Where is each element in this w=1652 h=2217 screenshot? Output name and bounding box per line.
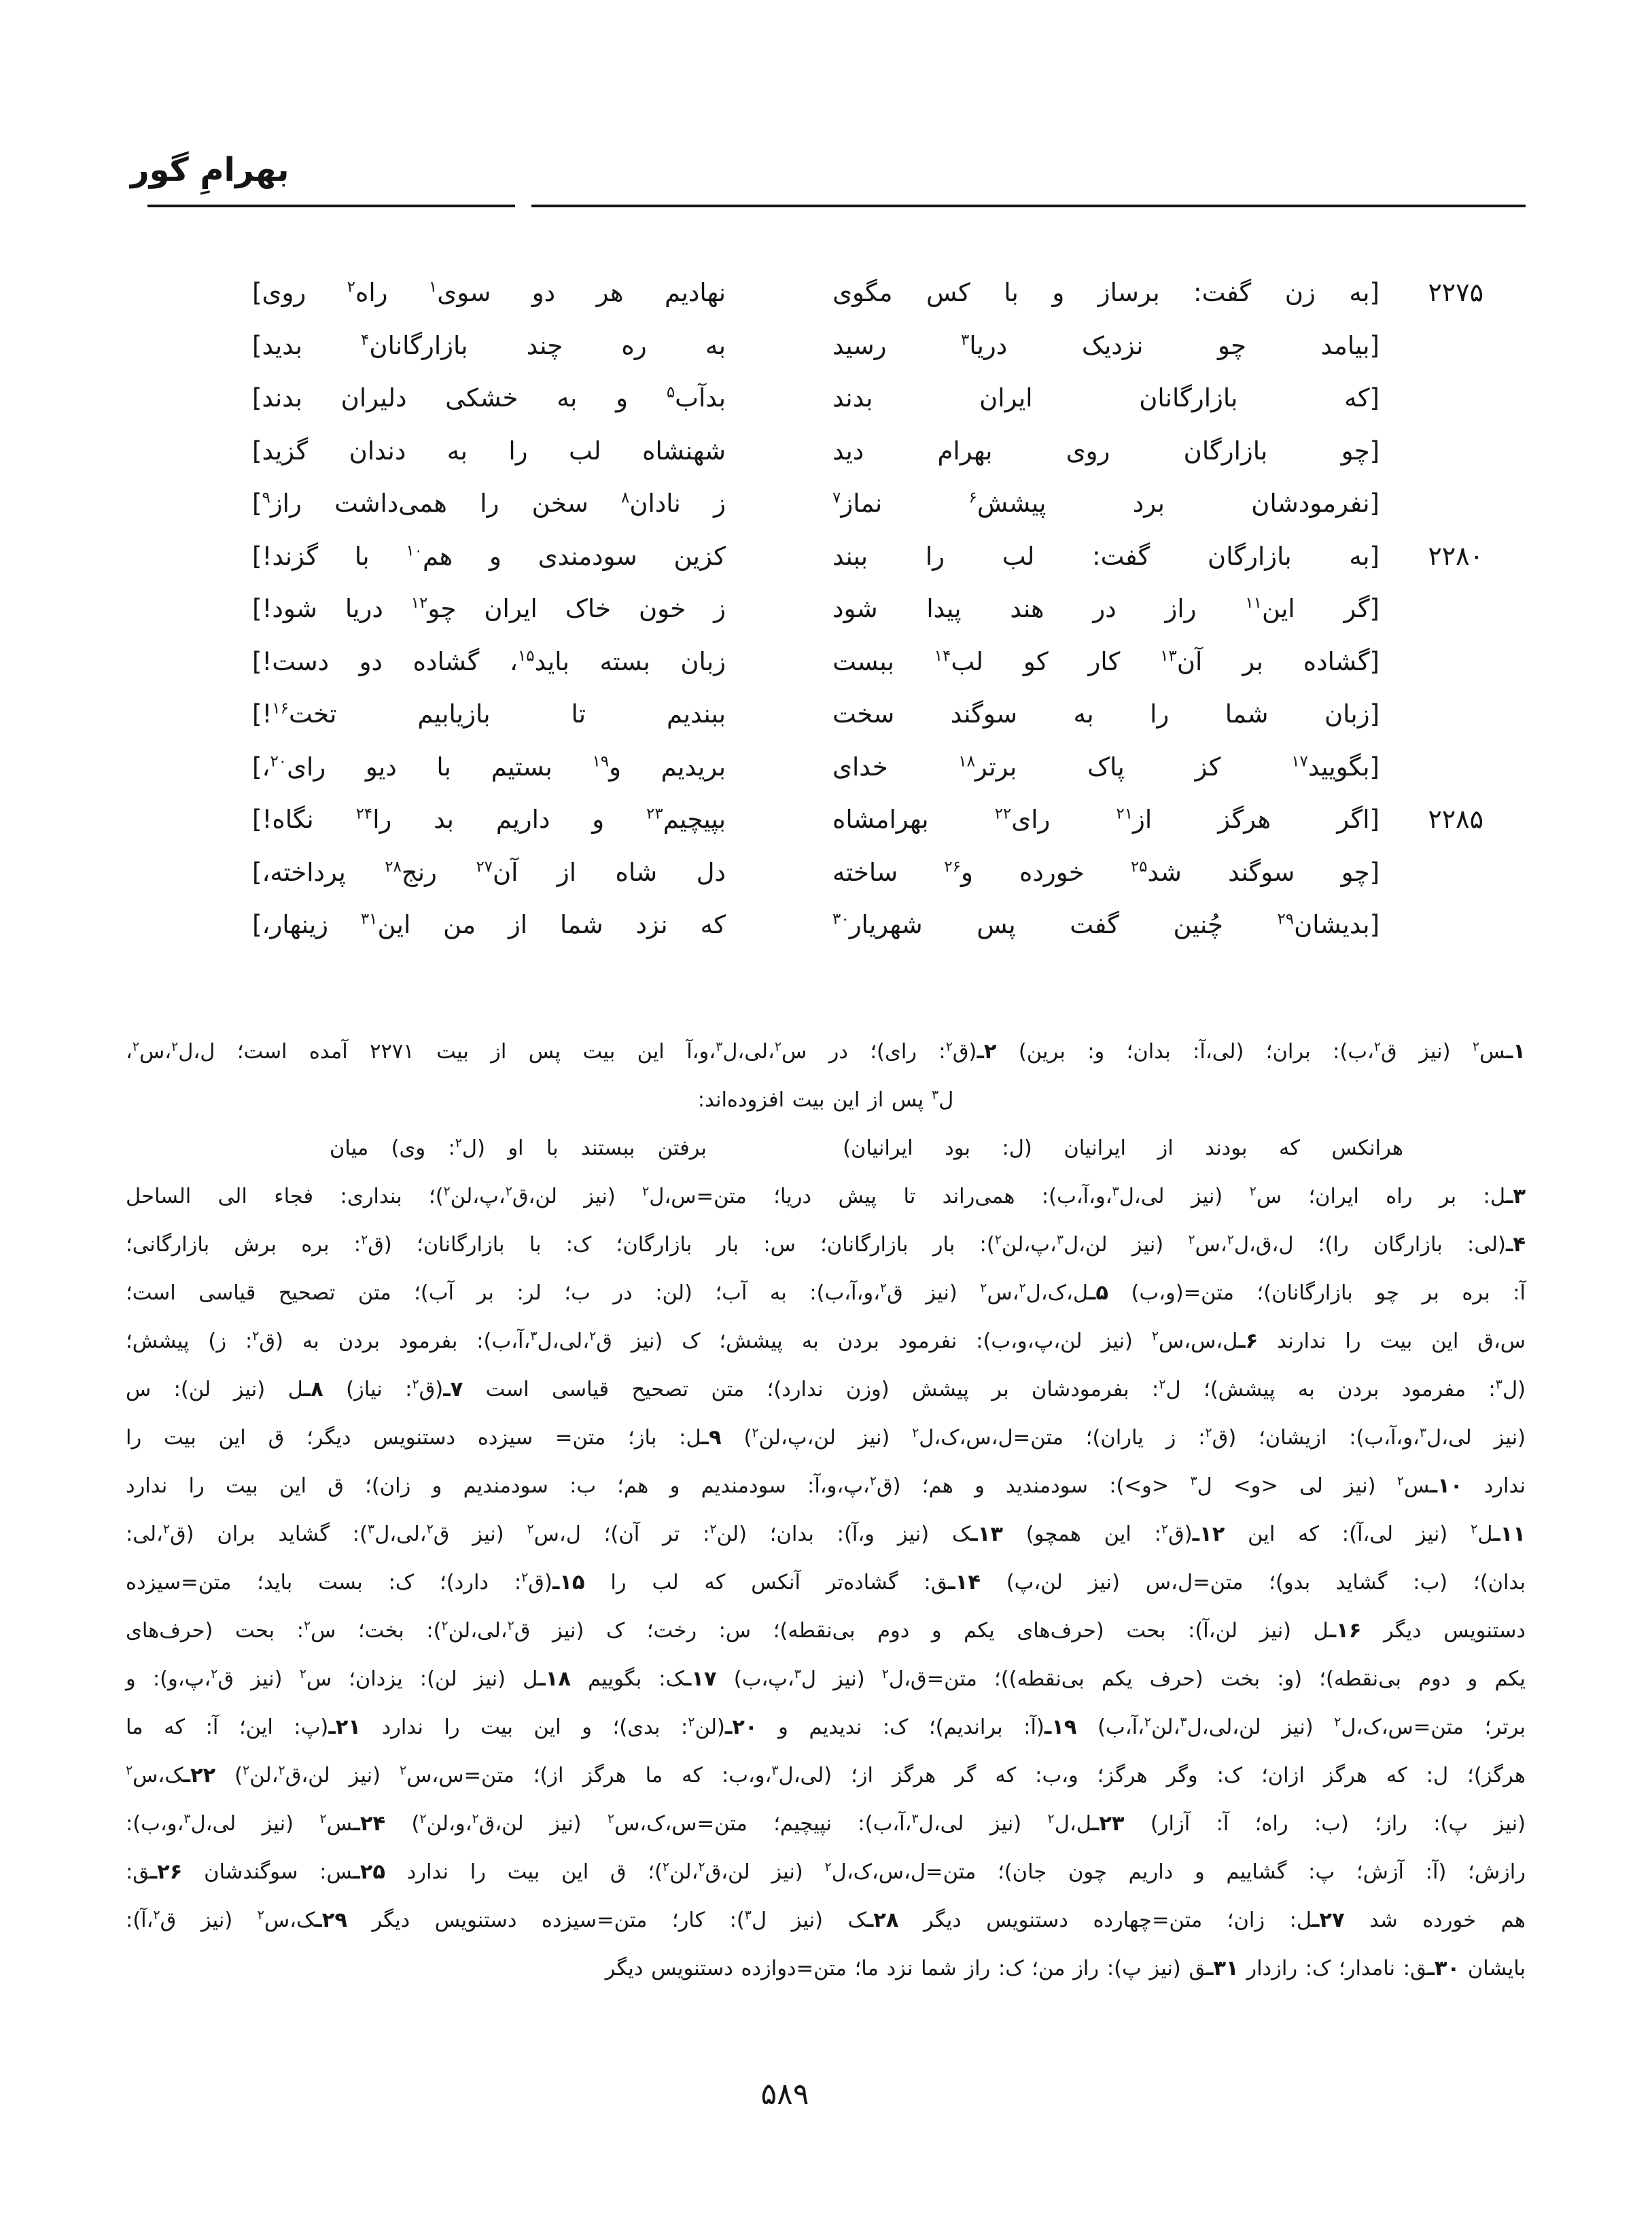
- apparatus-line: (ل$^۳$: مفرمود بردن به پیشش)؛ ل$^۲$: بفرمودشان بر پیشش (وزن ندارد)؛ متن تصحیح قیاسی است ۷ـ(ق$^۲$: نیاز) ۸ـل (نیز لن): س: [126, 1376, 1526, 1401]
- verse-word: [اگر: [1337, 805, 1379, 834]
- hemistich-second: [252, 582, 726, 635]
- apparatus-line: ۴ـ(لی: بازارگان را)؛ ل،ق،ل$^۲$،س$^۲$ (نیز لن،ل$^۳$،پ،لن$^۲$): بار بازارگانان؛ س: بار بازارگان؛ ک: با بازارگانان؛ (ق$^۲$: بره برش بازارگانی؛: [126, 1232, 1526, 1257]
- verse-word: برفتن: [657, 1136, 707, 1160]
- verse-word: ایران: [484, 594, 538, 623]
- verse-word: سوگند: [950, 699, 1018, 729]
- verse-word: با: [546, 1136, 559, 1160]
- hemistich-first: [832, 793, 1379, 846]
- verse-word: و$^{۱۹}$: [592, 752, 621, 782]
- hemistich-second: [252, 635, 726, 688]
- verse-word: بدید]: [252, 330, 302, 360]
- verse-word: رای$^{۲۰}$،]: [252, 752, 326, 782]
- verse-word: بازارگانان: [1139, 383, 1238, 413]
- verse-word: داریم: [495, 805, 550, 834]
- verse-word: این$^{۳۱}$: [360, 910, 411, 939]
- verse-word: ایرانیان): [843, 1136, 913, 1160]
- apparatus-line: آ: بره بر چو بازارگانان)؛ متن=(و،ب) ۵ـل،ک،ل$^۲$،س$^۲$ (نیز ق$^۲$،و،آ،ب): به آب؛ (لن: در ب؛ لر: بر آب)؛ متن تصحیح قیاسی است؛: [126, 1280, 1526, 1305]
- verse-word: را: [508, 436, 528, 466]
- verse-word: در: [1093, 594, 1117, 623]
- apparatus-line: س،ق این بیت را ندارند ۶ـل،س،س$^۲$ (نیز لن،پ،و،ب): نفرمود بردن به پیشش؛ ک (نیز ق$^۲$،لی،ل$^۳$،آ،ب): بفرمود بردن به (ق$^۲$: ز) پیشش؛: [126, 1328, 1526, 1353]
- hemistich-second: [252, 846, 726, 899]
- hemistich-second: [252, 530, 726, 583]
- verse-row: [126, 530, 1526, 583]
- apparatus-line: ندارد ۱۰ـس$^۲$ (نیز لی <و> ل$^۳$ <و>): سودمندید و هم؛ (ق$^۲$،پ،و،آ: سودمندیم و هم؛ ب: سودمندیم و زان)؛ ق این بیت را ندارد: [126, 1473, 1526, 1498]
- hemistich-first: [832, 582, 1379, 635]
- verse-word: که: [1279, 1136, 1300, 1160]
- verse-word: بریدیم: [661, 752, 726, 782]
- verse-word: [گشاده: [1303, 646, 1379, 676]
- verse-word: [به: [1349, 541, 1379, 571]
- page-header-title: بهرامِ گور: [130, 151, 289, 189]
- verse-word: بپیچیم$^{۲۳}$: [646, 805, 726, 834]
- verse-word: گزند!]: [252, 541, 319, 571]
- verse-word: (ل:: [1002, 1136, 1032, 1160]
- apparatus-line: بایشان ۳۰ـق: نامدار؛ ک: رازدار ۳۱ـق (نیز پ): راز من؛ ک: راز شما نزد ما؛ متن=دوازده دستنویس دیگر: [605, 1957, 1526, 1980]
- verse-word: دیو: [365, 752, 397, 782]
- verse-word: پیشش$^۶$: [968, 489, 1047, 518]
- verse-word: نماز$^۷$: [832, 489, 883, 518]
- verse-word: که: [700, 910, 726, 939]
- verse-word: خدای: [832, 752, 888, 782]
- hemistich-second: [252, 741, 726, 794]
- hemistich-first: [832, 898, 1379, 952]
- verse-word: سخت: [832, 699, 895, 729]
- verse-word: از: [557, 857, 577, 887]
- verse-word: آن$^{۱۳}$: [1160, 646, 1203, 676]
- verse-word: نهادیم: [664, 278, 726, 307]
- verse-word: نزدیک: [1081, 330, 1144, 360]
- verse-word: ببست: [832, 646, 894, 676]
- verse-word: شهنشاه: [642, 436, 726, 466]
- verse-word: شما: [1225, 699, 1269, 729]
- poem: [126, 266, 1526, 952]
- apparatus-line: دستنویس دیگر ۱۶ـل (نیز لن،آ): بحت (حرف‌های یکم و دوم بی‌نقطه)؛ س: رخت؛ ک (نیز ق$^۲$،لی،لن$^۲$): بخت؛ س$^۲$: بحت (حرف‌های: [126, 1618, 1526, 1643]
- verse-word: هر: [596, 278, 624, 307]
- verse-word: دو: [359, 646, 383, 676]
- verse-word: چُنین: [1173, 910, 1223, 939]
- verse-word: شد$^{۲۵}$: [1130, 857, 1182, 887]
- verse-word: خورده: [1019, 857, 1085, 887]
- verse-word: بدند: [832, 383, 873, 413]
- apparatus-line: ۱۱ـل$^۲$ (نیز لی،آ): که این ۱۲ـ(ق$^۲$: این همچو) ۱۳ـک (نیز و،آ): بدان؛ (لن$^۲$: تر آن)؛ ل،س$^۲$ (نیز ق$^۲$،لی،ل$^۳$): گشاید بران (ق$^۲$،لی:: [126, 1521, 1526, 1546]
- verse-word: شما: [559, 910, 603, 939]
- verse-word: راز: [1165, 594, 1197, 623]
- verse-row: [126, 688, 1526, 741]
- verse-word: روی]: [252, 278, 306, 307]
- apparatus-line: رازش؛ (آ: آزش؛ پ: گشاییم و داریم چون جان)؛ متن=ل،س،ک،ل$^۲$ (نیز لن،ق$^۲$،لن$^۲$)؛ ق این بیت را ندارد ۲۵ـس: سوگندشان ۲۶ـق:: [126, 1859, 1526, 1884]
- verse-word: آن$^{۲۷}$: [476, 857, 519, 887]
- hemistich-second: [252, 266, 726, 319]
- verse-word: شاه: [615, 857, 658, 887]
- verse-word: رنج$^{۲۸}$: [385, 857, 437, 887]
- verse-row: [126, 266, 1526, 319]
- verse-word: دریا: [345, 594, 383, 623]
- verse-word: چو: [1218, 330, 1247, 360]
- header-rule-right: [531, 205, 1526, 207]
- verse-word: شود!]: [252, 594, 317, 623]
- verse-word: بودند: [1205, 1136, 1248, 1160]
- verse-word: [بدیشان$^{۲۹}$: [1277, 910, 1379, 939]
- verse-word: گشاده: [412, 646, 480, 676]
- verse-word: هم$^{۱۰}$: [406, 541, 453, 571]
- hemistich-first: [832, 319, 1379, 372]
- hemistich-second: [252, 477, 726, 530]
- verse-word: ببندیم: [667, 699, 726, 729]
- verse-word: هرگز: [1218, 805, 1271, 834]
- hemistich-second: [252, 372, 726, 425]
- verse-word: بستیم: [491, 752, 552, 782]
- verse-word: باید$^{۱۵}$،: [509, 646, 569, 676]
- verse-word: دندان: [349, 436, 406, 466]
- verse-row: [126, 477, 1526, 530]
- verse-word: به: [705, 330, 726, 360]
- verse-word: [چو: [1341, 436, 1379, 466]
- verse-word: بر: [1242, 646, 1263, 676]
- verse-word: به: [557, 383, 578, 413]
- verse-row: [126, 582, 1526, 635]
- verse-word: ببستند: [581, 1136, 635, 1160]
- verse-word: دلیران: [340, 383, 407, 413]
- verse-word: خاک: [565, 594, 612, 623]
- verse-word: با: [354, 541, 370, 571]
- verse-word: (ل$^۲$:: [448, 1135, 485, 1160]
- verse-row: [126, 741, 1526, 794]
- hemistich-first: [832, 477, 1379, 530]
- verse-word: خشکی: [445, 383, 519, 413]
- verse-word: کار: [1088, 646, 1121, 676]
- verse-word: برد: [1132, 489, 1165, 518]
- verse-word: بازارگان: [1183, 436, 1268, 466]
- verse-word: چند: [526, 330, 563, 360]
- verse-word: [گر: [1343, 594, 1379, 623]
- hemistich-first: [832, 635, 1379, 688]
- verse-word: سوی$^۱$: [428, 278, 491, 307]
- hemistich-first: [832, 741, 1379, 794]
- verse-word: گزید]: [252, 436, 309, 466]
- verse-word: از: [1157, 1136, 1174, 1160]
- verse-word: سودمندی: [538, 541, 637, 571]
- verse-word: تخت$^{۱۶}$!]: [252, 699, 337, 729]
- verse-word: را$^{۲۴}$: [355, 805, 392, 834]
- verse-word: [بگویید$^{۱۷}$: [1291, 752, 1379, 782]
- verse-word: کز: [1195, 752, 1221, 782]
- verse-word: را: [1150, 699, 1170, 729]
- apparatus-line: هرگز)؛ ل: که هرگز ازان؛ ک: وگر هرگز؛ و،ب: که گر هرگز از؛ (لی،ل$^۳$،و،ب: که ما هرگز از)؛ متن=س،س$^۲$ (نیز لن،ق$^۲$،لن$^۲$) ۲۲ـک،س$^۲$: [126, 1762, 1526, 1787]
- verse-word: پرداخته،]: [252, 857, 346, 887]
- apparatus-line: ۳ـل: بر راه ایران؛ س$^۲$ (نیز لی،ل$^۳$،و،آ،ب): همی‌راند تا پیش دریا؛ متن=س،ل$^۲$ (نیز لن،ق$^۲$،پ،لن$^۲$)؛ بنداری: فجاء الی الساحل: [126, 1183, 1526, 1208]
- page-number: ۵۸۹: [760, 2077, 809, 2112]
- hemistich-second: [252, 898, 726, 952]
- verse-word: زن: [1284, 278, 1316, 307]
- verse-word: و$^{۲۶}$: [944, 857, 973, 887]
- verse-number: ۲۲۷۵: [1428, 277, 1483, 307]
- verse-word: بازارگان: [1208, 541, 1292, 571]
- verse-word: دست!]: [252, 646, 330, 676]
- hemistich-second: [252, 793, 726, 846]
- verse-word: زبان: [680, 646, 726, 676]
- verse-word: دل: [696, 857, 726, 887]
- verse-word: راه$^۲$: [347, 278, 388, 307]
- verse-word: شهریار$^{۳۰}$: [832, 910, 923, 939]
- verse-word: [چو: [1341, 857, 1379, 887]
- verse-row: [126, 372, 1526, 425]
- verse-word: بد: [434, 805, 454, 834]
- verse-word: نزد: [635, 910, 668, 939]
- verse-word: ببند: [832, 541, 868, 571]
- verse-row: [126, 793, 1526, 846]
- verse-word: بدند]: [252, 383, 302, 413]
- verse-word: برتر$^{۱۸}$: [958, 752, 1017, 782]
- apparatus-line: (نیز لی،ل$^۳$،و،آ،ب): ازیشان؛ (ق$^۲$: ز یاران)؛ متن=ل،س،ک،ل$^۲$ (نیز لن،پ،لن$^۲$) ۹ـل: باز؛ متن= سیزده دستنویس دیگر؛ ق این بیت را: [126, 1425, 1526, 1450]
- apparatus-line: برتر؛ متن=س،ک،ل$^۲$ (نیز لن،لی،ل$^۳$،لن$^۲$،آ،ب) ۱۹ـ(آ: براندیم)؛ ک: ندیدیم و ۲۰ـ(لن$^۲$: بدی)؛ و این بیت را ندارد ۲۱ـ(پ: این؛ آ: که ما: [126, 1714, 1526, 1739]
- verse-word: زینهار،]: [252, 910, 328, 939]
- verse-word: ره: [621, 330, 647, 360]
- apparatus-line: ۱ـس$^۲$ (نیز ق$^۲$،ب): بران؛ (لی،آ: بدان؛ و: برین) ۲ـ(ق$^۲$: رای)؛ در س$^۲$،لی،ل$^۳$،و،آ این بیت پس از بیت ۲۲۷۱ آمده است؛ ل،ل$^۲$،س$^۲$،: [126, 1038, 1526, 1064]
- apparatus-line: ل$^۳$ پس از این بیت افزوده‌اند:: [697, 1087, 954, 1112]
- verse-word: [که: [1344, 383, 1379, 413]
- apparatus-line: یکم و دوم بی‌نقطه)؛ (و: بخت (حرف یکم بی‌نقطه))؛ متن=ق،ل$^۲$ (نیز ل$^۳$،پ،ب) ۱۷ـک: بگوییم ۱۸ـل (نیز لن): یزدان؛ س$^۲$ (نیز ق$^۲$،پ،و): و: [126, 1666, 1526, 1691]
- verse-word: من: [443, 910, 476, 939]
- verse-word: گفت:: [1092, 541, 1150, 571]
- verse-word: گفت:: [1193, 278, 1252, 307]
- verse-word: او: [508, 1136, 524, 1160]
- verse-word: پاک: [1087, 752, 1125, 782]
- hemistich-first: [832, 266, 1379, 319]
- verse-word: و: [592, 805, 605, 834]
- apparatus-line: هم خورده شد ۲۷ـل: زان؛ متن=چهارده دستنویس دیگر ۲۸ـک (نیز ل$^۳$): کار؛ متن=سیزده دستنویس دیگر ۲۹ـک،س$^۲$ (نیز ق$^۲$،آ):: [126, 1907, 1526, 1932]
- verse-word: [نفرمودشان: [1251, 489, 1379, 518]
- verse-word: سخن: [531, 489, 588, 518]
- apparatus-added-verse: [126, 1124, 1526, 1172]
- verse-word: با: [1004, 278, 1019, 307]
- header-rule-left: [147, 205, 515, 207]
- verse-word: به: [446, 436, 468, 466]
- hemistich-second: [252, 319, 726, 372]
- verse-word: به: [1073, 699, 1094, 729]
- verse-word: دریا$^۳$: [961, 330, 1008, 360]
- verse-word: گفت: [1070, 910, 1119, 939]
- hemistich-first: [832, 425, 1379, 478]
- verse-word: بدآب$^۵$: [666, 383, 726, 413]
- verse-word: خون: [639, 594, 686, 623]
- verse-word: هرانکس: [1331, 1136, 1403, 1160]
- hemistich-first: [832, 688, 1379, 741]
- verse-word: شود: [832, 594, 878, 623]
- verse-word: کس: [926, 278, 970, 307]
- verse-word: بود: [945, 1136, 970, 1160]
- verse-row: [126, 898, 1526, 952]
- verse-row: [126, 635, 1526, 688]
- hemistich-second: [252, 688, 726, 741]
- added-verse-hemistich-first: [843, 1124, 1403, 1172]
- verse-word: مگوی: [832, 278, 893, 307]
- verse-word: و: [489, 541, 502, 571]
- verse-word: همی‌داشت: [334, 489, 447, 518]
- verse-word: وی): [391, 1136, 426, 1160]
- verse-word: از$^{۲۱}$: [1116, 805, 1153, 834]
- verse-word: سوگند: [1228, 857, 1295, 887]
- verse-word: بهرامشاه: [832, 805, 929, 834]
- verse-word: [به: [1349, 278, 1379, 307]
- verse-row: [126, 319, 1526, 372]
- verse-word: کزین: [673, 541, 726, 571]
- verse-word: این$^{۱۱}$: [1245, 594, 1295, 623]
- verse-word: ایرانیان: [1064, 1136, 1126, 1160]
- verse-word: ساخته: [832, 857, 898, 887]
- verse-row: [126, 425, 1526, 478]
- verse-word: پس: [977, 910, 1016, 939]
- verse-word: بهرام: [937, 436, 993, 466]
- verse-word: لب: [569, 436, 601, 466]
- verse-word: و: [1052, 278, 1065, 307]
- verse-word: رسید: [832, 330, 887, 360]
- verse-word: را: [480, 489, 499, 518]
- verse-word: و: [616, 383, 629, 413]
- verse-word: نادان$^۸$: [621, 489, 681, 518]
- verse-word: ز: [714, 594, 726, 623]
- verse-word: هند: [1010, 594, 1044, 623]
- verse-word: روی: [1066, 436, 1110, 466]
- verse-word: بازیابیم: [417, 699, 491, 729]
- verse-word: میان: [330, 1136, 369, 1160]
- verse-word: را: [925, 541, 945, 571]
- verse-word: بسته: [599, 646, 650, 676]
- verse-word: کو: [1023, 646, 1049, 676]
- verse-word: [زبان: [1324, 699, 1379, 729]
- verse-word: نگاه!]: [252, 805, 314, 834]
- verse-word: با: [436, 752, 451, 782]
- verse-word: دید: [832, 436, 864, 466]
- apparatus-line: (نیز پ): راز؛ (ب: راه؛ آ: آزار) ۲۳ـل،ل$^۲$ (نیز لی،ل$^۳$،آ،ب): نپیچیم؛ متن=س،ک،س$^۲$ (نیز لن،ق$^۲$،و،لن$^۲$) ۲۴ـس$^۲$ (نیز لی،ل$^۳$،و،ب):: [126, 1811, 1526, 1836]
- hemistich-second: [252, 425, 726, 478]
- verse-word: چو$^{۱۲}$: [410, 594, 457, 623]
- added-verse-hemistich-second: [330, 1124, 707, 1172]
- hemistich-first: [832, 530, 1379, 583]
- verse-row: [126, 846, 1526, 899]
- verse-number: ۲۲۸۵: [1428, 804, 1483, 834]
- verse-word: لب$^{۱۴}$: [934, 646, 984, 676]
- verse-word: رای$^{۲۲}$: [994, 805, 1051, 834]
- verse-word: دو: [531, 278, 556, 307]
- apparatus-line: بدان)؛ (ب: گشاید بدو)؛ متن=ل،س (نیز لن،پ) ۱۴ـق: گشاده‌تر آنکس که لب را ۱۵ـ(ق$^۲$: دارد)؛ ک: بست باید؛ متن=سیزده: [126, 1569, 1526, 1594]
- verse-word: بازارگانان$^۴$: [361, 330, 468, 360]
- verse-word: پیدا: [926, 594, 962, 623]
- verse-word: برساز: [1097, 278, 1160, 307]
- critical-apparatus: [126, 1028, 1526, 1993]
- verse-word: ایران: [979, 383, 1033, 413]
- verse-word: ز: [714, 489, 726, 518]
- verse-word: راز$^۹$]: [252, 489, 302, 518]
- hemistich-first: [832, 846, 1379, 899]
- verse-number: ۲۲۸۰: [1428, 540, 1483, 571]
- verse-word: لب: [1002, 541, 1035, 571]
- verse-word: تا: [571, 699, 586, 729]
- verse-word: از: [508, 910, 528, 939]
- verse-word: [بیامد: [1320, 330, 1379, 360]
- hemistich-first: [832, 372, 1379, 425]
